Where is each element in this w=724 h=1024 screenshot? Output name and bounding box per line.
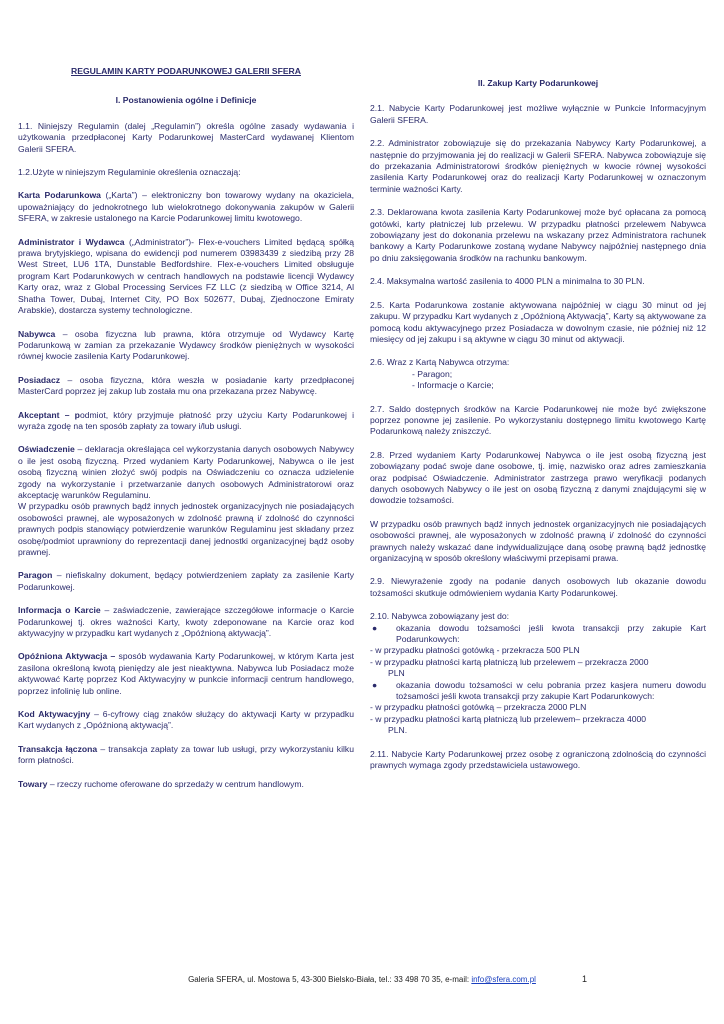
def-posiadacz: – osoba fizyczna, która weszła w posiadanie karty przedpłaconej MasterCard poprzez jej zakup lub została mu ona przekazana przez Nabywcę. <box>18 374 354 397</box>
def-nabywca: – osoba fizyczna lub prawna, która otrzymuje od Wydawcy Kartę Podarunkową w zamian za przekazanie Wydawcy środków pieniężnych w wysokości równej kwocie zasilenia Karty Podarunkowej. <box>18 328 354 362</box>
term-posiadacz: Posiadacz <box>18 374 61 385</box>
bullet-item-2 <box>370 680 706 703</box>
list-item: PLN <box>388 668 405 679</box>
definition-nabywca <box>18 329 354 363</box>
document-title: REGULAMIN KARTY PODARUNKOWEJ GALERII SFERA <box>71 66 301 76</box>
term-karta: Karta Podarunkowa <box>18 190 101 201</box>
definition-informacja <box>18 605 354 639</box>
bullet-text-2: okazania dowodu tożsamości w celu pobrania przez kasjera numeru dowodu tożsamości jeśli kwota transakcji przy zakupie Kart Podarunkowych: <box>396 679 706 702</box>
section-1-title: I. Postanowienia ogólne i Definicje <box>115 95 257 106</box>
paragraph-2-2: 2.2. Administrator zobowiązuje się do przekazania Nabywcy Karty Podarunkowej, a następnie do przyjmowania jej do realizacji w Galerii SFERA. Nabywca zobowiązuje się do przekazania Administratorowi środków pieniężnych w kwocie równej wysokości zasilenia Karty Podarunkowej oraz do realizacji Karty Podarunkowej w oznaczonym terminie ważności Karty. <box>370 138 706 194</box>
def-akceptant: odmiot, który przyjmuje płatność przy użyciu Karty Podarunkowej i wyraża zgodę na ten sposób zapłaty za towary i/lub usługi. <box>18 409 354 431</box>
term-informacja: Informacja o Karcie <box>18 605 101 616</box>
paragraph-2-1: 2.1. Nabycie Karty Podarunkowej jest możliwe wyłącznie w Punkcie Informacyjnym Galerii SFERA. <box>370 103 706 125</box>
list-item: - w przypadku płatności kartą płatniczą lub przelewem– przekracza 4000 <box>370 713 647 724</box>
term-towary: Towary <box>18 778 48 789</box>
list-item: - w przypadku płatności gotówką - przekracza 500 PLN <box>370 645 580 656</box>
definition-towary <box>18 779 354 790</box>
definition-karta <box>18 190 354 224</box>
paragraph-1-2: 1.2.Użyte w niniejszym Regulaminie określenia oznaczają: <box>18 167 241 178</box>
paragraph-2-5: 2.5. Karta Podarunkowa zostanie aktywowana najpóźniej w ciągu 30 minut od jej zakupu. W przypadku Kart wydanych z „Opóźnioną Aktywacją”, Karty są aktywowane za pomocą kodu aktywacyjnego przez Posiadacza w dowolnym czasie, nie później niż 12 miesięcy od jej zakupu i są aktywne w ciągu 30 minut od aktywacji. <box>370 299 706 344</box>
section-2-title: II. Zakup Karty Podarunkowej <box>477 78 599 88</box>
paragraph-2-4: 2.4. Maksymalna wartość zasilenia to 4000 PLN a minimalna to 30 PLN. <box>370 276 645 287</box>
def-karta: („Karta”) – elektroniczny bon towarowy wydany na okaziciela, upoważniający do jednokrotnego lub wielokrotnego dokonywania zakupów w Galerii SFERA, w zakresie ustalonego na Karcie Podarunkowej limitu kwotowego. <box>18 190 354 224</box>
term-kod: Kod Aktywacyjny <box>18 709 91 720</box>
paragraph-2-8-legal-entities: W przypadku osób prawnych bądź innych jednostek organizacyjnych nie posiadających osobowości prawnej, ale wyposażonych w zdolność prawną i/ zdolność do czynności prawnych należy wskazać dane indywidualizujące daną osobę prawną bądź jednostkę organizacyjną w sposób określony właściwymi przepisami prawa. <box>370 518 706 563</box>
term-opozniona: Opóźniona Aktywacja – <box>18 651 116 662</box>
bullet-icon: ● <box>372 622 378 633</box>
term-paragon: Paragon <box>18 570 53 581</box>
def-paragon: – niefiskalny dokument, będący potwierdzeniem zapłaty za zasilenie Karty Podarunkowej. <box>18 570 354 592</box>
definition-opozniona <box>18 651 354 697</box>
bullet-item-1 <box>370 623 706 646</box>
def-opozniona: sposób wydawania Karty Podarunkowej, w którym Karta jest zasilona określoną kwotą pieniędzy ale jest nieaktywna. Nabywca lub Posiadacz może aktywować Kartę poprzez Kod Aktywacyjny w punkcie informacji centrum handlowego, poprzez infolinię lub online. <box>18 651 354 696</box>
term-nabywca: Nabywca <box>18 328 56 339</box>
list-item: - w przypadku płatności gotówką – przekracza 2000 PLN <box>370 702 587 713</box>
paragraph-2-7: 2.7. Saldo dostępnych środków na Karcie Podarunkowej nie może być zwiększone poprzez ponowne jej zasilenie. Po wykorzystaniu dostępnego limitu kwotowego Kartę Podarunkową należy zniszczyć. <box>370 403 706 437</box>
page-number: 1 <box>582 974 588 984</box>
definition-oswiadczenie <box>18 444 354 501</box>
list-item: - Paragon; <box>412 368 453 379</box>
term-oswiadczenie: Oświadczenie <box>18 444 75 455</box>
def-transakcja: – transakcja zapłaty za towar lub usługi, przy wykorzystaniu kilku form płatności. <box>18 743 354 766</box>
definition-kod <box>18 709 354 732</box>
def-towary: – rzeczy ruchome oferowane do sprzedaży w centrum handlowym. <box>47 778 304 789</box>
def-oswiadczenie: – deklaracja określająca cel wykorzystania danych osobowych Nabywcy o ile jest osobą fizyczną. Przed wydaniem Karty Podarunkowej, Nabywca o ile jest osobą fizyczną winien złożyć swój podpis na Oświadczeniu co oznacza udzielenie zgody na wykorzystanie i przetwarzanie danych osobowych Administratorowi oraz akceptację warunków Regulaminu. <box>18 444 354 500</box>
page-footer <box>0 975 724 984</box>
left-column <box>18 60 354 802</box>
def-administrator: („Administrator”)- Flex-e-vouchers Limited będącą spółką prawa brytyjskiego, wpisana do ewidencji pod numerem 03983439 z siedzibą przy 28 West Street, LU6 1TA, Dunstable Bedfordshire. Flex-e-vouchers Limited obsługuje program Kart Podarunkowych w centrach handlowych na podstawie licencji Wydawcy Karty oraz, wraz z Global Processing Services FZ LLC (z siedzibą w Office 3214, Al Shatha Tower, Dubaj, Internet City, PO Box 502677, Dubaj, Zjednoczone Emiraty Arabskie), dostarcza systemy technologiczne. <box>18 236 354 316</box>
paragraph-2-10: 2.10. Nabywca zobowiązany jest do: <box>370 611 510 622</box>
definition-akceptant <box>18 410 354 433</box>
paragraph-2-11: 2.11. Nabycie Karty Podarunkowej przez osobę z ograniczoną zdolnością do czynności prawnych wymaga zgody przedstawiciela ustawowego. <box>370 748 706 771</box>
bullet-text-1: okazania dowodu tożsamości jeśli kwota transakcji przy zakupie Kart Podarunkowych: <box>396 622 706 645</box>
def-informacja: – zaświadczenie, zawierające szczegółowe informacje o Karcie Podarunkowej tj. okres ważności Karty, kwoty zdeponowane na Karcie oraz kod aktywacyjny w przypadku kart wydanych z „Opóźnioną aktywacją”. <box>18 605 354 639</box>
paragraph-2-8: 2.8. Przed wydaniem Karty Podarunkowej Nabywca o ile jest osobą fizyczną jest zobowiązany podać swoje dane osobowe, tj. imię, nazwisko oraz adres zamieszkania oraz podpisać Oświadczenie. Administrator zastrzega prawo weryfikacji podanych danych osobowych Nabywcy o ile jest on osobą fizyczną z danymi znajdującymi się w dowodzie tożsamości. <box>370 449 706 506</box>
footer-address: Galeria SFERA, ul. Mostowa 5, 43-300 Bielsko-Biała, tel.: 33 498 70 35, e-mail: <box>188 975 472 984</box>
term-administrator: Administrator i Wydawca <box>18 236 125 247</box>
list-item: - w przypadku płatności kartą płatniczą lub przelewem – przekracza 2000 <box>370 656 649 667</box>
footer-email-link[interactable]: info@sfera.com.pl <box>471 975 536 984</box>
list-item: PLN. <box>388 725 408 736</box>
oswiadczenie-legal-entities: W przypadku osób prawnych bądź innych jednostek organizacyjnych nie posiadających osobowości prawnej, ale wyposażonych w zdolność prawną i/ zdolność do czynności prawnych podpis stanowiący potwierdzenie warunków Regulaminu jest składany przez osobę/podmiot uprawniony do reprezentacji danej jednostki organizacyjnej bądź osoby prawnej. <box>18 501 354 557</box>
term-transakcja: Transakcja łączona <box>18 743 98 754</box>
right-column <box>370 60 706 784</box>
paragraph-1-1: 1.1. Niniejszy Regulamin (dalej „Regulamin”) określa ogólne zasady wydawania i użytkowania przedpłaconej Karty Podarunkowej MasterCard wydawanej Klientom Galerii SFERA. <box>18 120 354 154</box>
definition-administrator <box>18 237 354 317</box>
bullet-icon: ● <box>372 679 378 690</box>
paragraph-2-3: 2.3. Deklarowana kwota zasilenia Karty Podarunkowej może być opłacana za pomocą gotówki, karty płatniczej lub przelewu. W przypadku płatności przelewem Nabywca zobowiązany jest do dokonania przelewu na wskazany przez Administratora rachunek bankowy a Karty Podarunkowe zostaną wydane Nabywcy najpóźniej następnego dnia po dniu zaksięgowania środków na rachunku bankowym. <box>370 207 706 263</box>
def-kod: – 6-cyfrowy ciąg znaków służący do aktywacji Karty w przypadku Kart wydanych z „Opóźnioną aktywacją”. <box>18 709 354 731</box>
definition-posiadacz <box>18 375 354 398</box>
paragraph-2-9: 2.9. Niewyrażenie zgody na podanie danych osobowych lub okazanie dowodu tożsamości skutkuje odmówieniem wydania Karty Podarunkowej. <box>370 576 706 598</box>
definition-paragon <box>18 570 354 593</box>
term-akceptant: Akceptant – p <box>18 409 80 420</box>
definition-transakcja <box>18 744 354 767</box>
list-item: - Informacje o Karcie; <box>412 380 494 391</box>
paragraph-2-6: 2.6. Wraz z Kartą Nabywca otrzyma: <box>370 357 510 368</box>
